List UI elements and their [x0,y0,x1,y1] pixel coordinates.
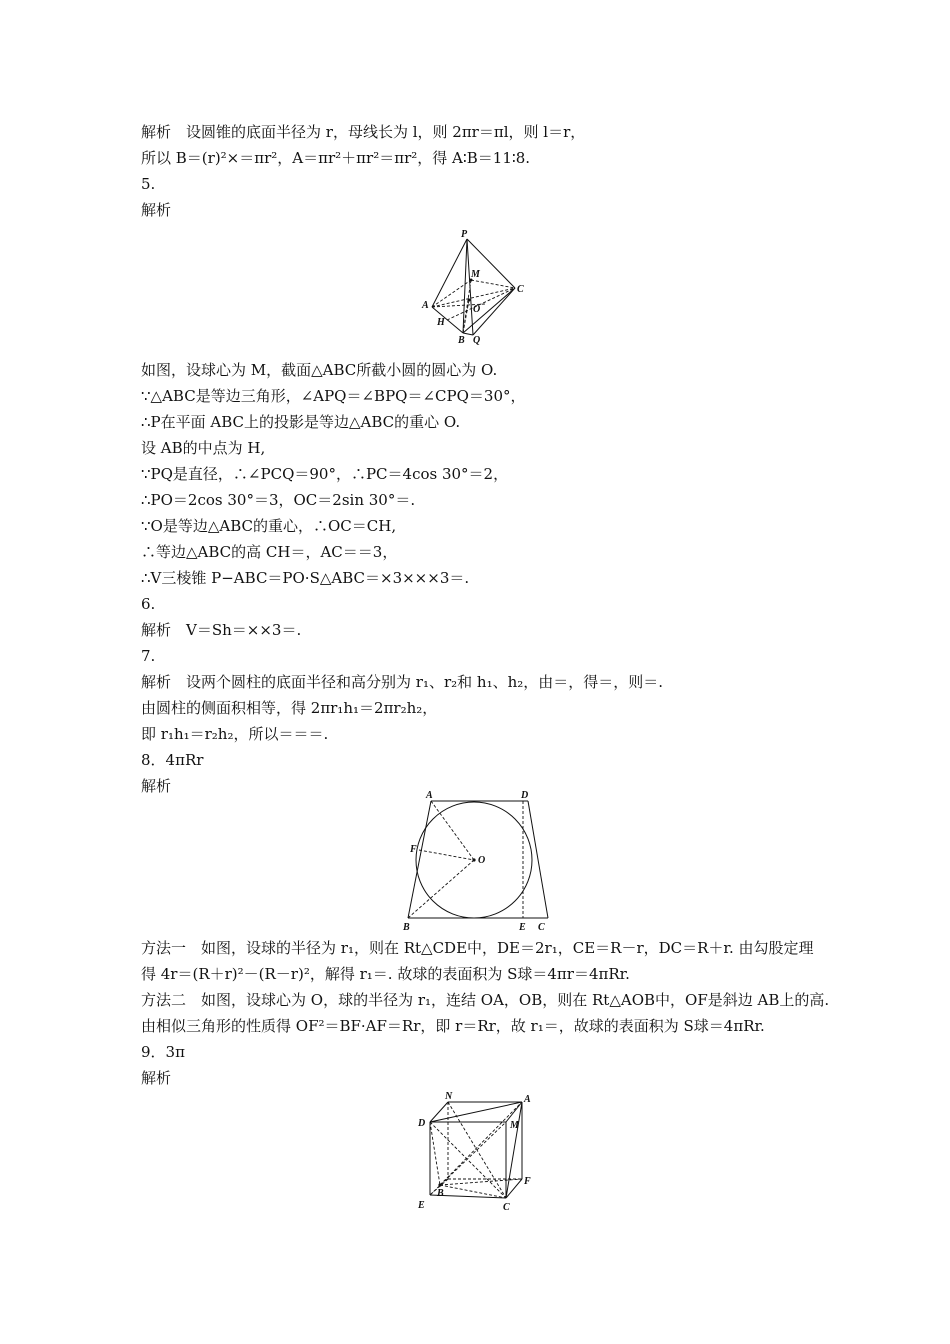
figure-sphere-pyramid [415,228,535,350]
label-C: C [503,1202,510,1213]
line-2: 所以 B＝(r)²×＝πr²，A＝πr²＋πr²＝πr²，得 A∶B＝11∶8. [141,149,531,167]
problem-6-number: 6. [141,595,156,613]
line-15: 解析 V＝Sh＝××3＝. [141,621,302,639]
line-8: 设 AB的中点为 H, [141,439,266,457]
problem-8-answer: 8．4πRr [141,751,204,769]
problem-8-analysis-label: 解析 [141,777,172,795]
label-D: D [521,790,529,801]
label-C: C [538,922,545,933]
line-25: 由相似三角形的性质得 OF²＝BF·AF＝Rr，即 r＝Rr，故 r₁＝，故球的表面积为 S球＝4πRr. [141,1017,765,1035]
label-N: N [445,1091,453,1102]
problem-5-number: 5. [141,175,156,193]
line-7: ∴P在平面 ABC上的投影是等边△ABC的重心 O. [141,413,461,431]
label-A: A [426,790,433,801]
label-B: B [403,922,410,933]
line-24: 方法二 如图，设球心为 O，球的半径为 r₁，连结 OA，OB，则在 Rt△AOB中，OF是斜边 AB上的高. [141,991,830,1009]
figure-trapezoid-inscribed-sphere [395,788,560,933]
label-F: F [410,844,417,855]
label-B: B [458,335,465,346]
line-18: 由圆柱的侧面积相等，得 2πr₁h₁＝2πr₂h₂， [141,699,438,717]
label-E: E [418,1200,425,1211]
label-P: P [461,229,468,240]
problem-7-number: 7. [141,647,156,665]
label-M: M [510,1120,519,1131]
label-C: C [517,284,524,295]
line-9: ∵PQ是直径，∴∠PCQ＝90°，∴PC＝4cos 30°＝2， [141,465,509,483]
line-13: ∴V三棱锥 P−ABC＝PO·S△ABC＝×3×××3＝. [141,569,470,587]
problem-9-answer: 9．3π [141,1043,185,1061]
line-17: 解析 设两个圆柱的底面半径和高分别为 r₁、r₂和 h₁、h₂，由＝，得＝，则＝. [141,673,664,691]
line-11: ∵O是等边△ABC的重心，∴OC＝CH, [141,517,397,535]
label-Q: Q [473,335,481,346]
line-1: 解析 设圆锥的底面半径为 r，母线长为 l，则 2πr＝πl，则 l＝r， [141,123,586,141]
line-22: 方法一 如图，设球的半径为 r₁，则在 Rt△CDE中，DE＝2r₁，CE＝R－r，DC＝R＋r. 由勾股定理 [141,939,814,957]
line-5: 如图，设球心为 M，截面△ABC所截小圆的圆心为 O. [141,361,498,379]
label-E: E [519,922,526,933]
problem-9-analysis-label: 解析 [141,1069,172,1087]
label-A: A [422,300,429,311]
line-6: ∵△ABC是等边三角形，∠APQ＝∠BPQ＝∠CPQ＝30°， [141,387,526,405]
label-F: F [524,1176,531,1187]
label-H: H [437,317,445,328]
problem-5-analysis-label: 解析 [141,201,172,219]
figure-cube-diagonals [410,1090,545,1215]
line-10: ∴PO＝2cos 30°＝3，OC＝2sin 30°＝. [141,491,416,509]
label-B: B [437,1188,444,1199]
line-23: 得 4r＝(R＋r)²－(R－r)²，解得 r₁＝. 故球的表面积为 S球＝4πr＝4πRr. [141,965,630,983]
label-M: M [471,269,480,280]
line-19: 即 r₁h₁＝r₂h₂，所以＝＝＝. [141,725,329,743]
label-O: O [473,304,481,315]
label-A: A [524,1094,531,1105]
line-12: ∴等边△ABC的高 CH＝，AC＝＝3， [141,543,398,561]
label-D: D [418,1118,426,1129]
label-O: O [478,855,486,866]
